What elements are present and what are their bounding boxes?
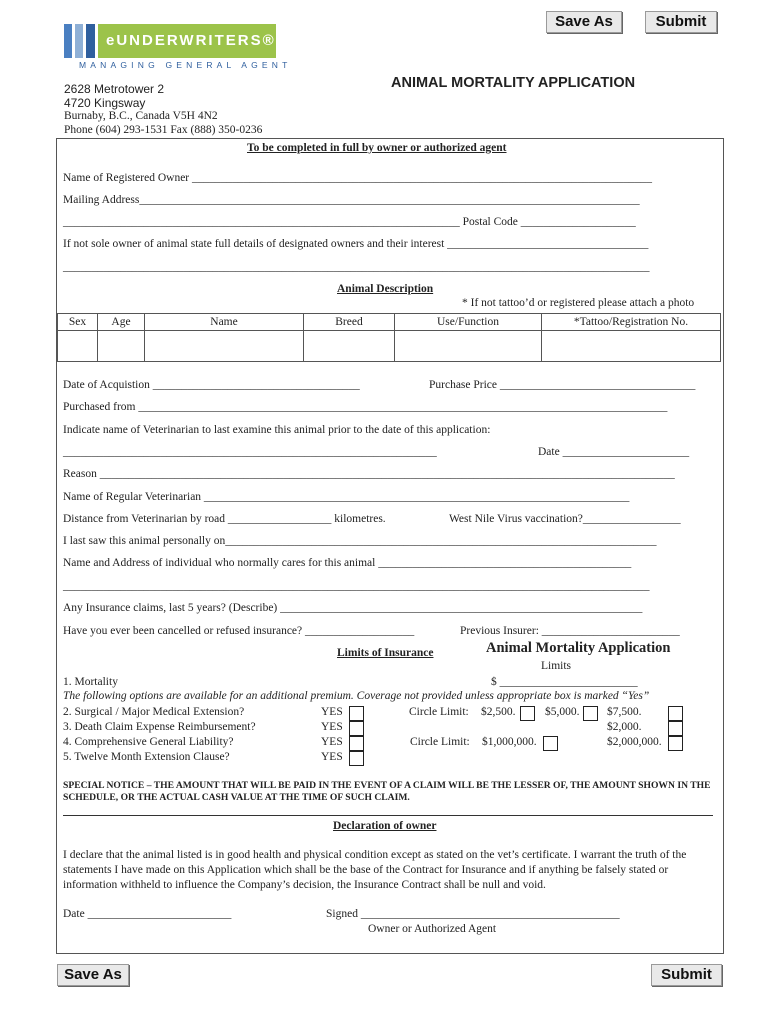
postal-code-field[interactable]: _____________________________________________________________________ Postal Code ____________________ bbox=[63, 216, 636, 228]
breed-cell[interactable] bbox=[304, 331, 395, 362]
col-name: Name bbox=[145, 314, 304, 331]
vet-name-field[interactable]: _________________________________________________________________ bbox=[63, 446, 437, 458]
vet-date-field[interactable]: Date ______________________ bbox=[538, 446, 690, 458]
distance-field[interactable]: Distance from Veterinarian by road __________________ kilometres. bbox=[63, 513, 386, 525]
col-sex: Sex bbox=[58, 314, 98, 331]
limit-2500-checkbox[interactable] bbox=[520, 706, 535, 721]
limits-label: Limits bbox=[541, 660, 572, 672]
circle-limit-label-liability: Circle Limit: bbox=[410, 736, 470, 748]
mortality-amount-field[interactable]: $ ________________________ bbox=[491, 676, 638, 688]
col-breed: Breed bbox=[304, 314, 395, 331]
limit-7500-checkbox[interactable] bbox=[668, 706, 683, 721]
limit-5000-checkbox[interactable] bbox=[583, 706, 598, 721]
special-notice: SPECIAL NOTICE – THE AMOUNT THAT WILL BE PAID IN THE EVENT OF A CLAIM WILL BE THE LESSER OF, THE AMOUNT SHOWN IN THE SCHEDULE, OR THE ACTUAL CASH VALUE AT THE TIME OF SUCH CLAIM. bbox=[63, 780, 711, 803]
sex-cell[interactable] bbox=[58, 331, 98, 362]
intro-text: To be completed in full by owner or authorized agent bbox=[247, 142, 507, 154]
limit-2000000-checkbox[interactable] bbox=[668, 736, 683, 751]
purchase-price-field[interactable]: Purchase Price __________________________________ bbox=[429, 379, 696, 391]
carer-field[interactable]: Name and Address of individual who normally cares for this animal ____________________________________________ bbox=[63, 557, 632, 569]
animal-table-header bbox=[58, 314, 721, 331]
declaration-heading: Declaration of owner bbox=[333, 820, 437, 832]
carer-blank[interactable]: ______________________________________________________________________________________________________ bbox=[63, 580, 650, 592]
west-nile-field[interactable]: West Nile Virus vaccination?_________________ bbox=[449, 513, 681, 525]
limit-2000000: $2,000,000. bbox=[607, 736, 662, 748]
notice-divider bbox=[63, 815, 713, 816]
name-cell[interactable] bbox=[145, 331, 304, 362]
option-twelve-month: 5. Twelve Month Extension Clause? bbox=[63, 751, 230, 763]
yes-label-surgical: YES bbox=[321, 706, 343, 718]
signature-field[interactable]: Signed _____________________________________________ bbox=[326, 908, 620, 920]
age-cell[interactable] bbox=[98, 331, 145, 362]
yes-label-death: YES bbox=[321, 721, 343, 733]
col-age: Age bbox=[98, 314, 145, 331]
declaration-text: I declare that the animal listed is in good health and physical condition except as stated on the vet’s certificate. I warrant the truth of the statements I have made on this Application which shall be the base of the Contract for Insurance and if anything be falsely stated or information withheld to influence the Company’s decision, the Insurance Contract shall be null and void. bbox=[63, 849, 687, 891]
animal-heading: Animal Description bbox=[337, 283, 434, 295]
logo-tagline: MANAGING GENERAL AGENT bbox=[79, 60, 292, 70]
company-logo bbox=[64, 24, 292, 70]
page-title: ANIMAL MORTALITY APPLICATION bbox=[391, 75, 636, 91]
yes-checkbox-liability[interactable] bbox=[349, 736, 364, 751]
option-death-claim: 3. Death Claim Expense Reimbursement? bbox=[63, 721, 256, 733]
tattoo-cell[interactable] bbox=[542, 331, 721, 362]
purchased-from-field[interactable]: Purchased from ____________________________________________________________________________________________ bbox=[63, 401, 668, 413]
declaration-date-field[interactable]: Date _________________________ bbox=[63, 908, 232, 920]
mortality-label: 1. Mortality bbox=[63, 676, 118, 688]
application-subtitle: Animal Mortality Application bbox=[486, 640, 671, 656]
acquisition-date-field[interactable]: Date of Acquistion ____________________________________ bbox=[63, 379, 360, 391]
options-note: The following options are available for an additional premium. Coverage not provided unless appropriate box is marked “Yes” bbox=[63, 690, 650, 702]
col-use: Use/Function bbox=[395, 314, 542, 331]
option-liability: 4. Comprehensive General Liability? bbox=[63, 736, 234, 748]
use-cell[interactable] bbox=[395, 331, 542, 362]
submit-button[interactable]: Submit bbox=[645, 11, 717, 33]
col-tattoo: *Tattoo/Registration No. bbox=[542, 314, 721, 331]
logo-text: eUNDERWRITERS® bbox=[106, 32, 276, 49]
submit-button-bottom[interactable]: Submit bbox=[651, 964, 722, 986]
designated-owners-blank[interactable]: ______________________________________________________________________________________________________ bbox=[63, 261, 650, 273]
owner-name-field[interactable]: Name of Registered Owner ________________________________________________________________________________ bbox=[63, 172, 653, 184]
limit-2500: $2,500. bbox=[481, 706, 516, 718]
limit-2000: $2,000. bbox=[607, 721, 642, 733]
limit-2000-checkbox[interactable] bbox=[668, 721, 683, 736]
option-surgical: 2. Surgical / Major Medical Extension? bbox=[63, 706, 245, 718]
address-phone: Phone (604) 293-1531 Fax (888) 350-0236 bbox=[64, 124, 263, 136]
animal-table bbox=[57, 313, 721, 362]
yes-checkbox-twelve[interactable] bbox=[349, 751, 364, 766]
address-line2: 4720 Kingsway bbox=[64, 96, 146, 110]
vet-prompt: Indicate name of Veterinarian to last examine this animal prior to the date of this application: bbox=[63, 424, 491, 436]
reason-field[interactable]: Reason ____________________________________________________________________________________________________ bbox=[63, 468, 675, 480]
yes-label-liability: YES bbox=[321, 736, 343, 748]
save-as-button-bottom[interactable]: Save As bbox=[57, 964, 129, 986]
address-line3: Burnaby, B.C., Canada V5H 4N2 bbox=[64, 110, 218, 122]
limit-1000000: $1,000,000. bbox=[482, 736, 537, 748]
previous-insurer-field[interactable]: Previous Insurer: ________________________ bbox=[460, 625, 680, 637]
last-saw-field[interactable]: I last saw this animal personally on___________________________________________________________________________ bbox=[63, 535, 657, 547]
limit-5000: $5,000. bbox=[545, 706, 580, 718]
save-as-button[interactable]: Save As bbox=[546, 11, 622, 33]
animal-table-row bbox=[58, 331, 721, 362]
yes-checkbox-surgical[interactable] bbox=[349, 706, 364, 721]
signature-caption: Owner or Authorized Agent bbox=[368, 923, 497, 935]
cancelled-field[interactable]: Have you ever been cancelled or refused insurance? ___________________ bbox=[63, 625, 415, 637]
limits-heading: Limits of Insurance bbox=[337, 647, 434, 659]
limit-1000000-checkbox[interactable] bbox=[543, 736, 558, 751]
designated-owners-field[interactable]: If not sole owner of animal state full details of designated owners and their interest ___________________________________ bbox=[63, 238, 649, 250]
claims-field[interactable]: Any Insurance claims, last 5 years? (Describe) _______________________________________________________________ bbox=[63, 602, 643, 614]
limit-7500: $7,500. bbox=[607, 706, 642, 718]
yes-label-twelve: YES bbox=[321, 751, 343, 763]
yes-checkbox-death[interactable] bbox=[349, 721, 364, 736]
regular-vet-field[interactable]: Name of Regular Veterinarian __________________________________________________________________________ bbox=[63, 491, 630, 503]
mailing-address-field[interactable]: Mailing Address_______________________________________________________________________________________ bbox=[63, 194, 640, 206]
circle-limit-label-surgical: Circle Limit: bbox=[409, 706, 469, 718]
address-line1: 2628 Metrotower 2 bbox=[64, 82, 165, 96]
photo-note: * If not tattoo’d or registered please attach a photo bbox=[462, 297, 695, 309]
